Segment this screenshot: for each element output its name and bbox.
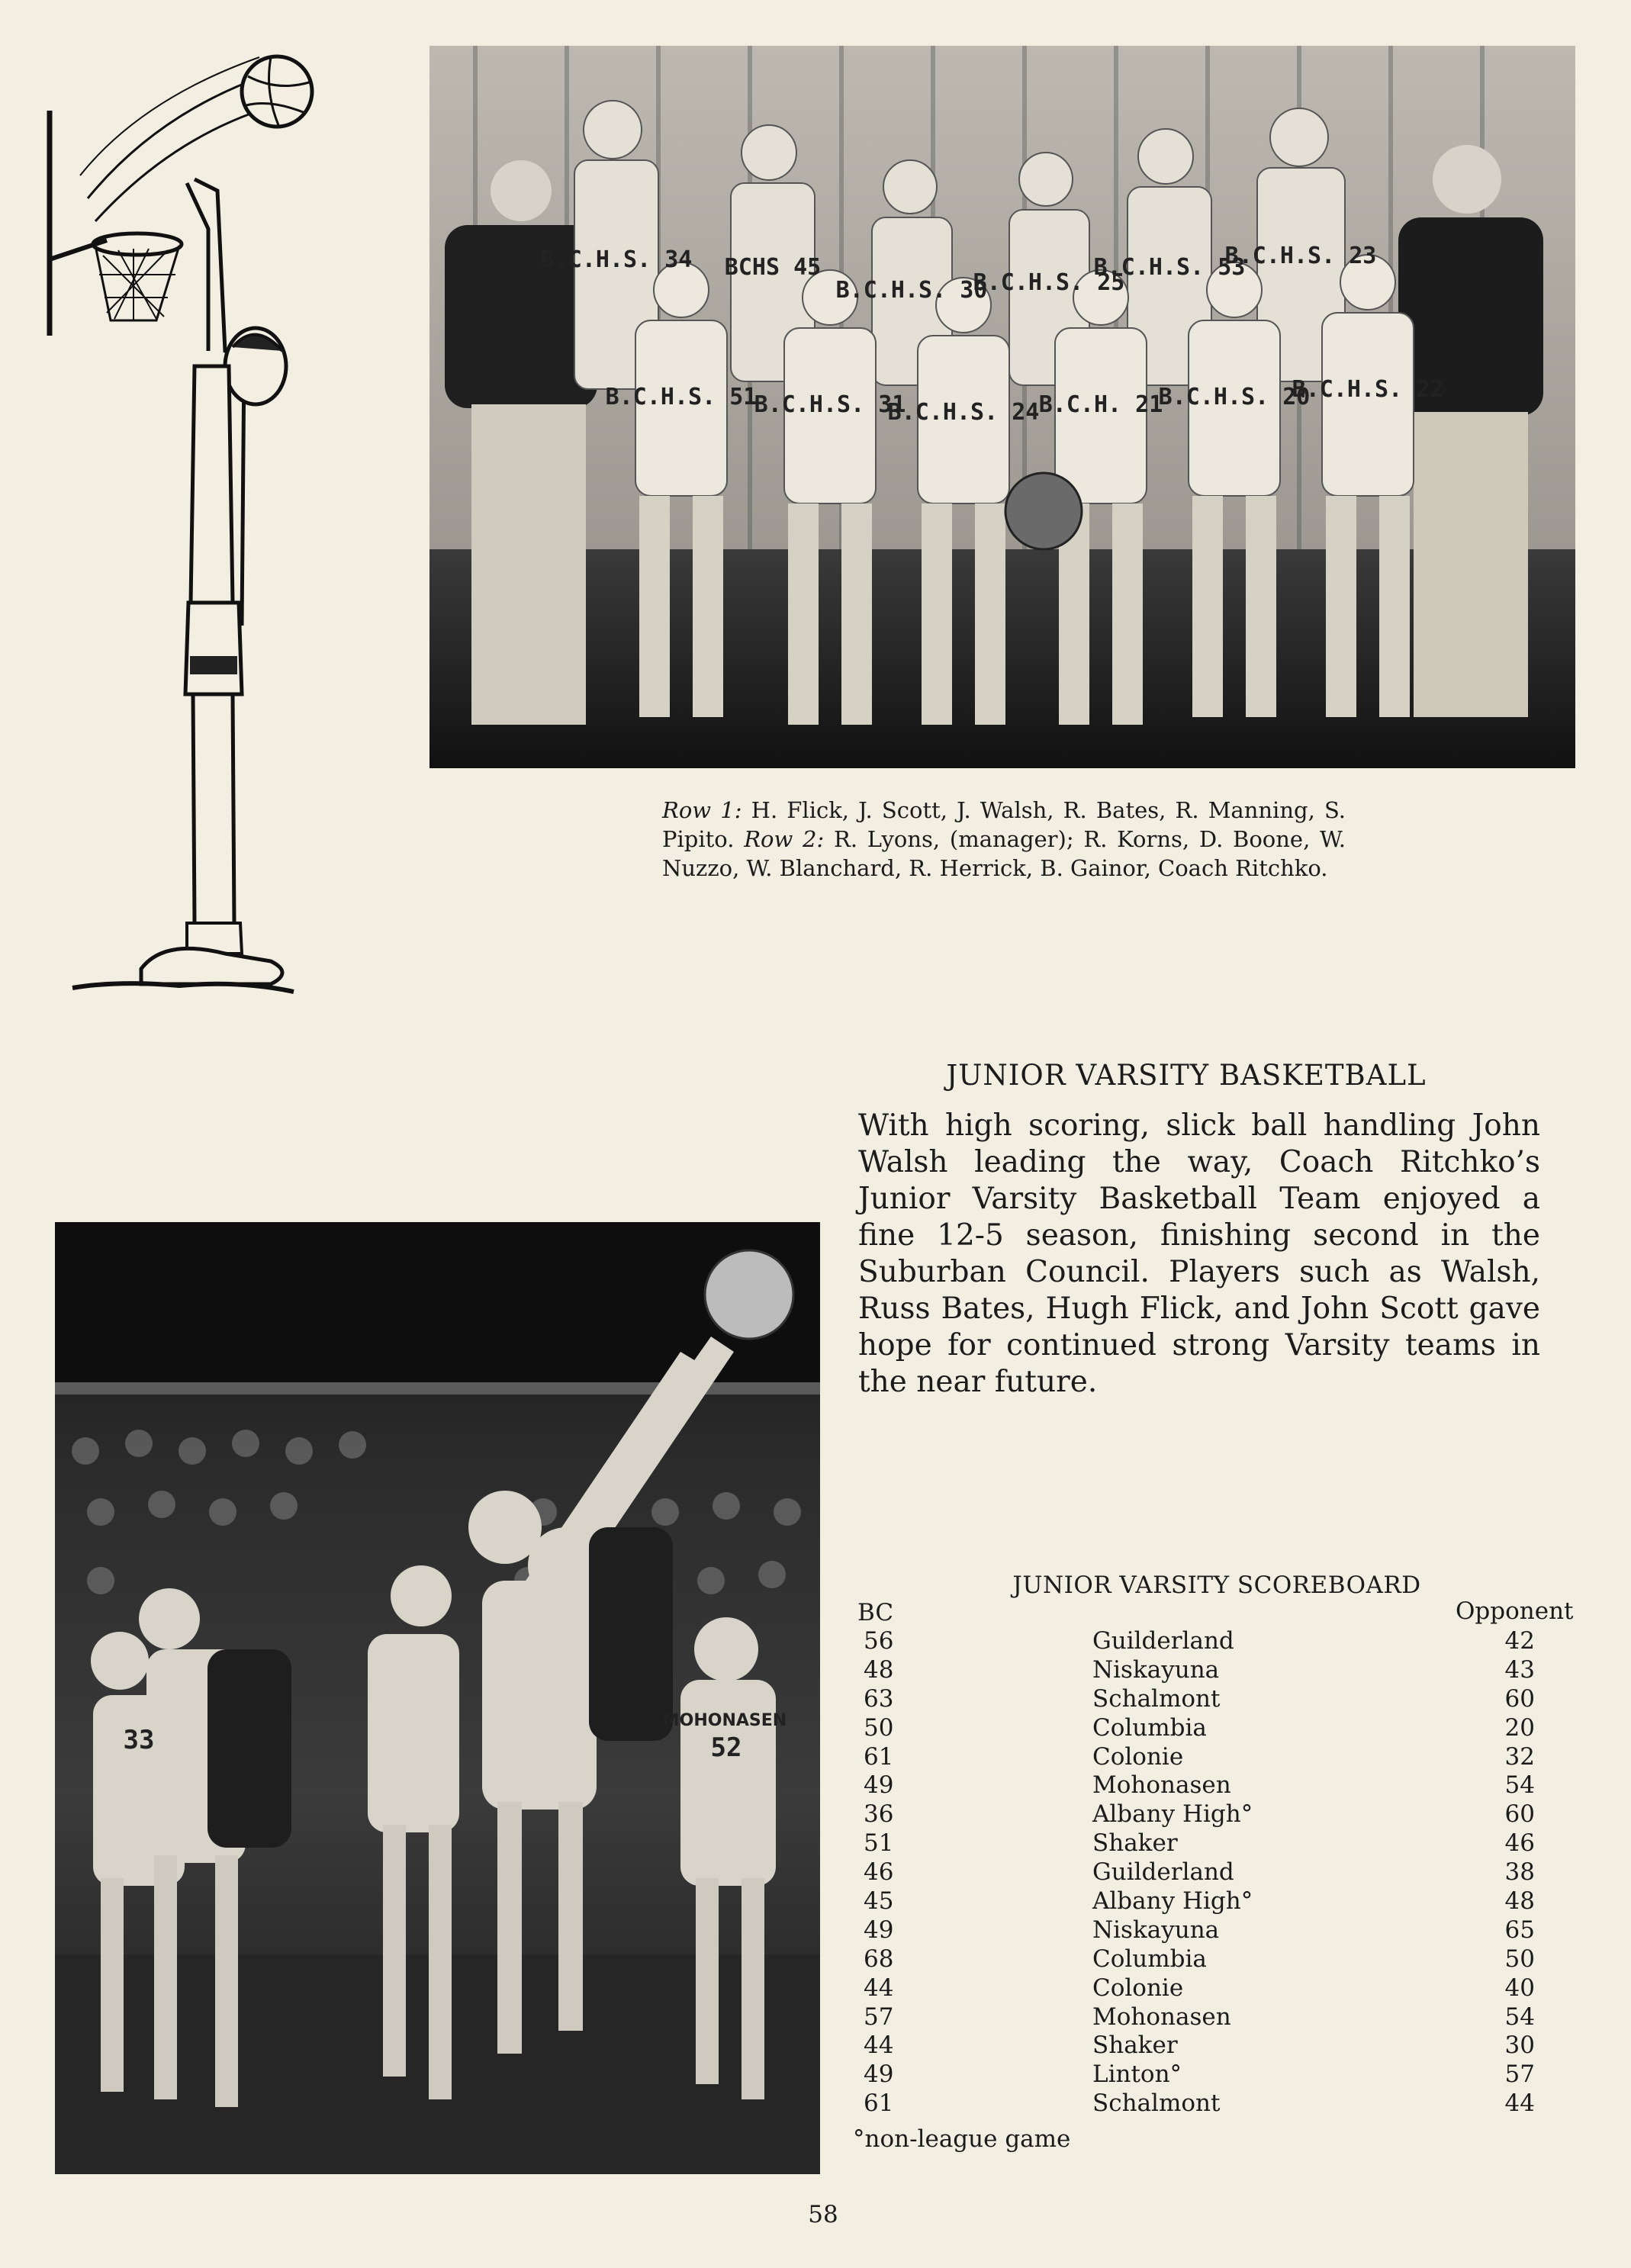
caption-row1-names: H. Flick, J. Scott, J. Walsh, R. Bates, R. Manning, S. Pipito. bbox=[662, 797, 1346, 852]
action-jersey-b-text: MOHONASEN bbox=[662, 1711, 787, 1730]
opponent-score: 43 bbox=[1504, 1655, 1535, 1684]
bc-score: 44 bbox=[864, 1974, 894, 2002]
opponent-team: Columbia bbox=[1092, 1945, 1207, 1973]
jersey-front-1: B.C.H.S. 51 bbox=[605, 384, 758, 410]
bc-score: 61 bbox=[864, 2089, 894, 2118]
score-row bbox=[857, 1945, 1575, 1974]
opponent-score: 40 bbox=[1504, 1974, 1535, 2002]
bc-score: 51 bbox=[864, 1829, 894, 1858]
jersey-back-6: B.C.H.S. 23 bbox=[1224, 243, 1377, 269]
article-heading: JUNIOR VARSITY BASKETBALL bbox=[946, 1059, 1427, 1092]
team-photo bbox=[429, 46, 1575, 768]
game-action-photo bbox=[55, 1222, 820, 2174]
team-photo-image bbox=[429, 46, 1575, 768]
page-number: 58 bbox=[808, 2201, 838, 2228]
opponent-score: 46 bbox=[1504, 1829, 1535, 1858]
team-photo-caption bbox=[662, 796, 1346, 883]
score-row bbox=[857, 1627, 1575, 1656]
cartoon-drawing bbox=[42, 46, 317, 1030]
jersey-back-3: B.C.H.S. 30 bbox=[835, 277, 988, 304]
score-row bbox=[857, 1829, 1575, 1858]
opponent-team: Mohonasen bbox=[1092, 2003, 1231, 2031]
opponent-score: 65 bbox=[1504, 1916, 1535, 1944]
score-row bbox=[857, 2003, 1575, 2032]
opponent-team: Albany High° bbox=[1092, 1800, 1253, 1829]
opponent-score: 30 bbox=[1504, 2032, 1535, 2060]
bc-score: 56 bbox=[864, 1627, 894, 1655]
jersey-back-2: BCHS 45 bbox=[724, 254, 822, 281]
scoreboard-footnote: °non-league game bbox=[853, 2125, 1071, 2153]
game-action-photo-image bbox=[55, 1222, 820, 2174]
jersey-front-6: B.C.H.S. 22 bbox=[1292, 376, 1444, 403]
opponent-score: 42 bbox=[1504, 1627, 1535, 1655]
score-row bbox=[857, 1771, 1575, 1800]
score-row bbox=[857, 1916, 1575, 1945]
opponent-team: Niskayuna bbox=[1092, 1655, 1220, 1684]
action-jersey-b: 52 bbox=[710, 1732, 742, 1763]
score-row bbox=[857, 1743, 1575, 1772]
opponent-team: Colonie bbox=[1092, 1974, 1184, 2002]
opponent-score: 50 bbox=[1504, 1945, 1535, 1973]
scoreboard-bc-header: BC bbox=[857, 1599, 894, 1626]
bc-score: 49 bbox=[864, 1916, 894, 1944]
article-body: With high scoring, slick ball handling John Walsh leading the way, Coach Ritchko’s Junior Varsity Basketball Team enjoyed a fine 12-5 season, finishing second in the Suburban Council. Players such as Walsh, Russ Bates, Hugh Flick, and John Scott gave hope for continued strong Varsity teams in the near future. bbox=[858, 1108, 1540, 1399]
opponent-score: 60 bbox=[1504, 1684, 1535, 1713]
opponent-score: 54 bbox=[1504, 2003, 1535, 2031]
caption-row2-label: Row 2: bbox=[744, 826, 825, 852]
scoreboard-opponent-header: Opponent bbox=[1456, 1597, 1574, 1625]
jersey-front-5: B.C.H.S. 20 bbox=[1158, 384, 1311, 410]
opponent-score: 32 bbox=[1504, 1742, 1535, 1771]
jersey-front-3: B.C.H.S. 24 bbox=[887, 399, 1040, 426]
bc-score: 61 bbox=[864, 1742, 894, 1771]
score-row bbox=[857, 2032, 1575, 2061]
opponent-team: Colonie bbox=[1092, 1742, 1184, 1771]
caption-row1-label: Row 1: bbox=[662, 797, 742, 823]
score-row bbox=[857, 1800, 1575, 1829]
opponent-team: Guilderland bbox=[1092, 1858, 1234, 1887]
scoreboard-title: JUNIOR VARSITY SCOREBOARD bbox=[1012, 1572, 1421, 1599]
jersey-front-4: B.C.H. 21 bbox=[1038, 391, 1163, 418]
opponent-team: Niskayuna bbox=[1092, 1916, 1220, 1944]
jersey-back-4: B.C.H.S. 25 bbox=[973, 269, 1125, 296]
bc-score: 48 bbox=[864, 1655, 894, 1684]
basketball-cartoon-illustration bbox=[42, 46, 317, 1030]
score-row bbox=[857, 1714, 1575, 1743]
score-row bbox=[857, 2089, 1575, 2118]
jersey-front-2: B.C.H.S. 31 bbox=[754, 391, 906, 418]
jersey-back-5: B.C.H.S. 53 bbox=[1093, 254, 1246, 281]
opponent-team: Shaker bbox=[1092, 2032, 1178, 2060]
caption-row2-names: R. Lyons, (manager); R. Korns, D. Boone, W. Nuzzo, W. Blanchard, R. Herrick, B. Gainor, Coach Ritchko. bbox=[662, 826, 1346, 881]
opponent-team: Shaker bbox=[1092, 1829, 1178, 1858]
score-row bbox=[857, 1858, 1575, 1887]
bc-score: 49 bbox=[864, 2061, 894, 2089]
score-row bbox=[857, 1887, 1575, 1916]
opponent-team: Schalmont bbox=[1092, 2089, 1221, 2118]
bc-score: 36 bbox=[864, 1800, 894, 1829]
bc-score: 68 bbox=[864, 1945, 894, 1973]
opponent-score: 20 bbox=[1504, 1713, 1535, 1742]
score-row bbox=[857, 2061, 1575, 2089]
bc-score: 44 bbox=[864, 2032, 894, 2060]
bc-score: 50 bbox=[864, 1713, 894, 1742]
score-row bbox=[857, 1685, 1575, 1714]
opponent-team: Schalmont bbox=[1092, 1684, 1221, 1713]
opponent-score: 57 bbox=[1504, 2061, 1535, 2089]
opponent-score: 44 bbox=[1504, 2089, 1535, 2118]
bc-score: 57 bbox=[864, 2003, 894, 2031]
score-row bbox=[857, 1974, 1575, 2003]
score-row bbox=[857, 1656, 1575, 1685]
bc-score: 45 bbox=[864, 1887, 894, 1916]
opponent-team: Albany High° bbox=[1092, 1887, 1253, 1916]
opponent-score: 48 bbox=[1504, 1887, 1535, 1916]
opponent-score: 38 bbox=[1504, 1858, 1535, 1887]
opponent-team: Guilderland bbox=[1092, 1627, 1234, 1655]
opponent-score: 54 bbox=[1504, 1771, 1535, 1800]
action-jersey-a: 33 bbox=[123, 1725, 155, 1755]
opponent-score: 60 bbox=[1504, 1800, 1535, 1829]
bc-score: 63 bbox=[864, 1684, 894, 1713]
bc-score: 49 bbox=[864, 1771, 894, 1800]
opponent-team: Columbia bbox=[1092, 1713, 1207, 1742]
opponent-team: Mohonasen bbox=[1092, 1771, 1231, 1800]
opponent-team: Linton° bbox=[1092, 2061, 1182, 2089]
bc-score: 46 bbox=[864, 1858, 894, 1887]
jersey-back-1: B.C.H.S. 34 bbox=[540, 246, 693, 273]
scoreboard-table bbox=[857, 1627, 1575, 2118]
